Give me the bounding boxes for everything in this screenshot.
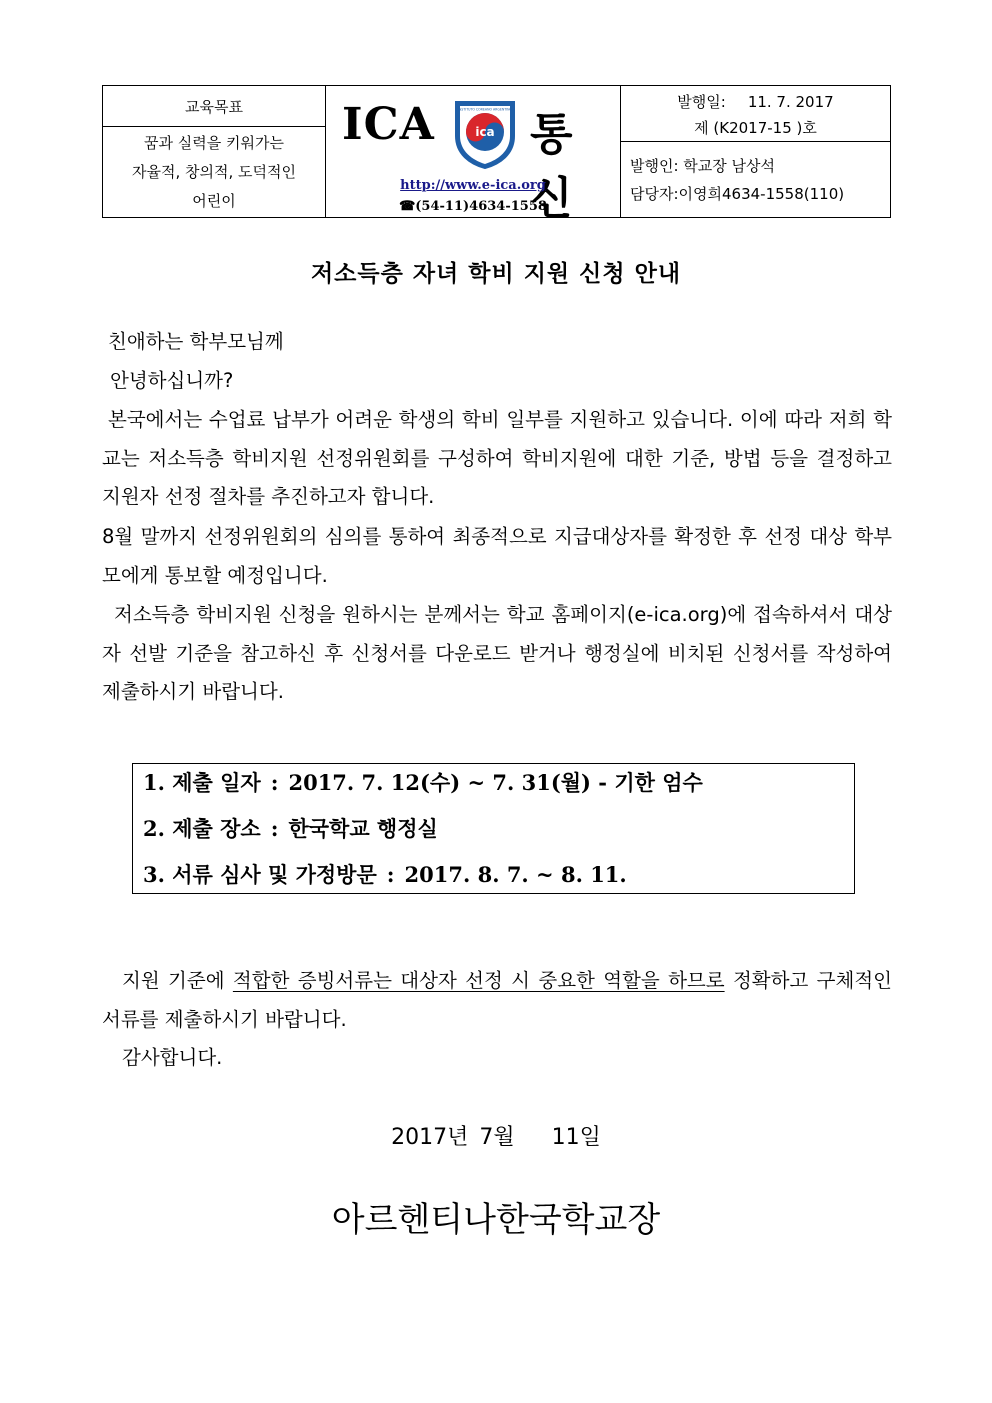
school-logo-icon [450,98,520,170]
submission-info-box [132,763,855,894]
school-phone: ☎(54-11)4634-1558 [399,199,547,214]
info-separator: : [270,816,279,841]
paragraph-intro: 본국에서는 수업료 납부가 어려운 학생의 학비 일부를 지원하고 있습니다. 이에 따라 저희 학교는 저소득층 학비지원 선정위원회를 구성하여 학비지원에 대한 기준, 방법 등을 결정하고 지원자 선정 절차를 추진하고자 합니다. [102,408,892,508]
issue-info [621,86,890,142]
education-goal-line: 꿈과 실력을 키워가는 [144,133,284,152]
paragraph-documents-notice [102,962,892,1039]
paragraph-schedule: 8월 말까지 선정위원회의 심의를 통하여 최종적으로 지급대상자를 확정한 후 선정 대상 학부모에게 통보할 예정입니다. [102,525,892,587]
greeting-recipient: 친애하는 학부모님께 [108,330,284,353]
issue-info-cell [621,86,890,217]
school-website-link[interactable]: http://www.e-ica.org [400,178,546,193]
info-separator: : [270,770,279,795]
info-label: 2. 제출 장소 [143,816,261,841]
issue-number: 제 (K2017-15 )호 [694,119,817,137]
date-year: 2017년 [391,1125,469,1150]
contact-person: 담당자:이영희4634-1558(110) [630,185,845,203]
logo-caption: INSTITUTO COREANO ARGENTINO [457,107,513,112]
issue-date: 11. 7. 2017 [747,93,834,111]
info-label: 3. 서류 심사 및 가정방문 [143,862,377,887]
info-separator: : [386,862,395,887]
document-title: 저소득층 자녀 학비 지원 신청 안내 [310,261,682,287]
info-value: 2017. 8. 7. ~ 8. 11. [404,862,627,887]
info-label: 1. 제출 일자 [143,770,261,795]
document-date [0,1120,992,1151]
newsletter-header [102,85,891,224]
brand-ica-text: ICA [342,99,435,150]
education-goal-title: 교육목표 [103,86,325,127]
issue-date-label: 발행일: [677,93,726,111]
notice-text: 정확하고 구체적인 서류를 제출하시기 바랍니다. [102,969,892,1031]
signature: 아르헨티나한국학교장 [331,1200,661,1240]
svg-text:ica: ica [475,125,495,139]
education-goal-line: 어린이 [192,191,236,210]
notice-text: 지원 기준에 [122,969,233,992]
publisher: 발행인: 학교장 남상석 [630,157,776,175]
submission-info-item [143,768,703,798]
publisher-info [621,143,890,217]
greeting: 안녕하십니까? [110,369,234,392]
brand-tongsin-text: 통신 [530,109,573,224]
brand-cell [326,86,621,224]
issue-date-row [621,89,890,115]
submission-info-item [143,814,438,844]
date-month: 7월 [479,1125,515,1150]
notice-underlined-text: 적합한 증빙서류는 대상자 선정 시 중요한 역할을 하므로 [232,969,725,992]
info-value: 한국학교 행정실 [288,816,438,841]
education-goal-cell [103,86,326,217]
education-goal-line: 자율적, 창의적, 도덕적인 [132,162,296,181]
paragraph-application: 저소득층 학비지원 신청을 원하시는 분께서는 학교 홈페이지(e-ica.org)에 접속하셔서 대상자 선발 기준을 참고하신 후 신청서를 다운로드 받거나 행정실에 비치된 신청서를 작성하여 제출하시기 바랍니다. [102,603,892,703]
date-day: 11일 [551,1125,601,1150]
info-value: 2017. 7. 12(수) ~ 7. 31(월) - 기한 엄수 [288,770,703,795]
education-goal-text [103,127,325,217]
submission-info-item [143,860,627,890]
thanks-line: 감사합니다. [122,1046,223,1069]
